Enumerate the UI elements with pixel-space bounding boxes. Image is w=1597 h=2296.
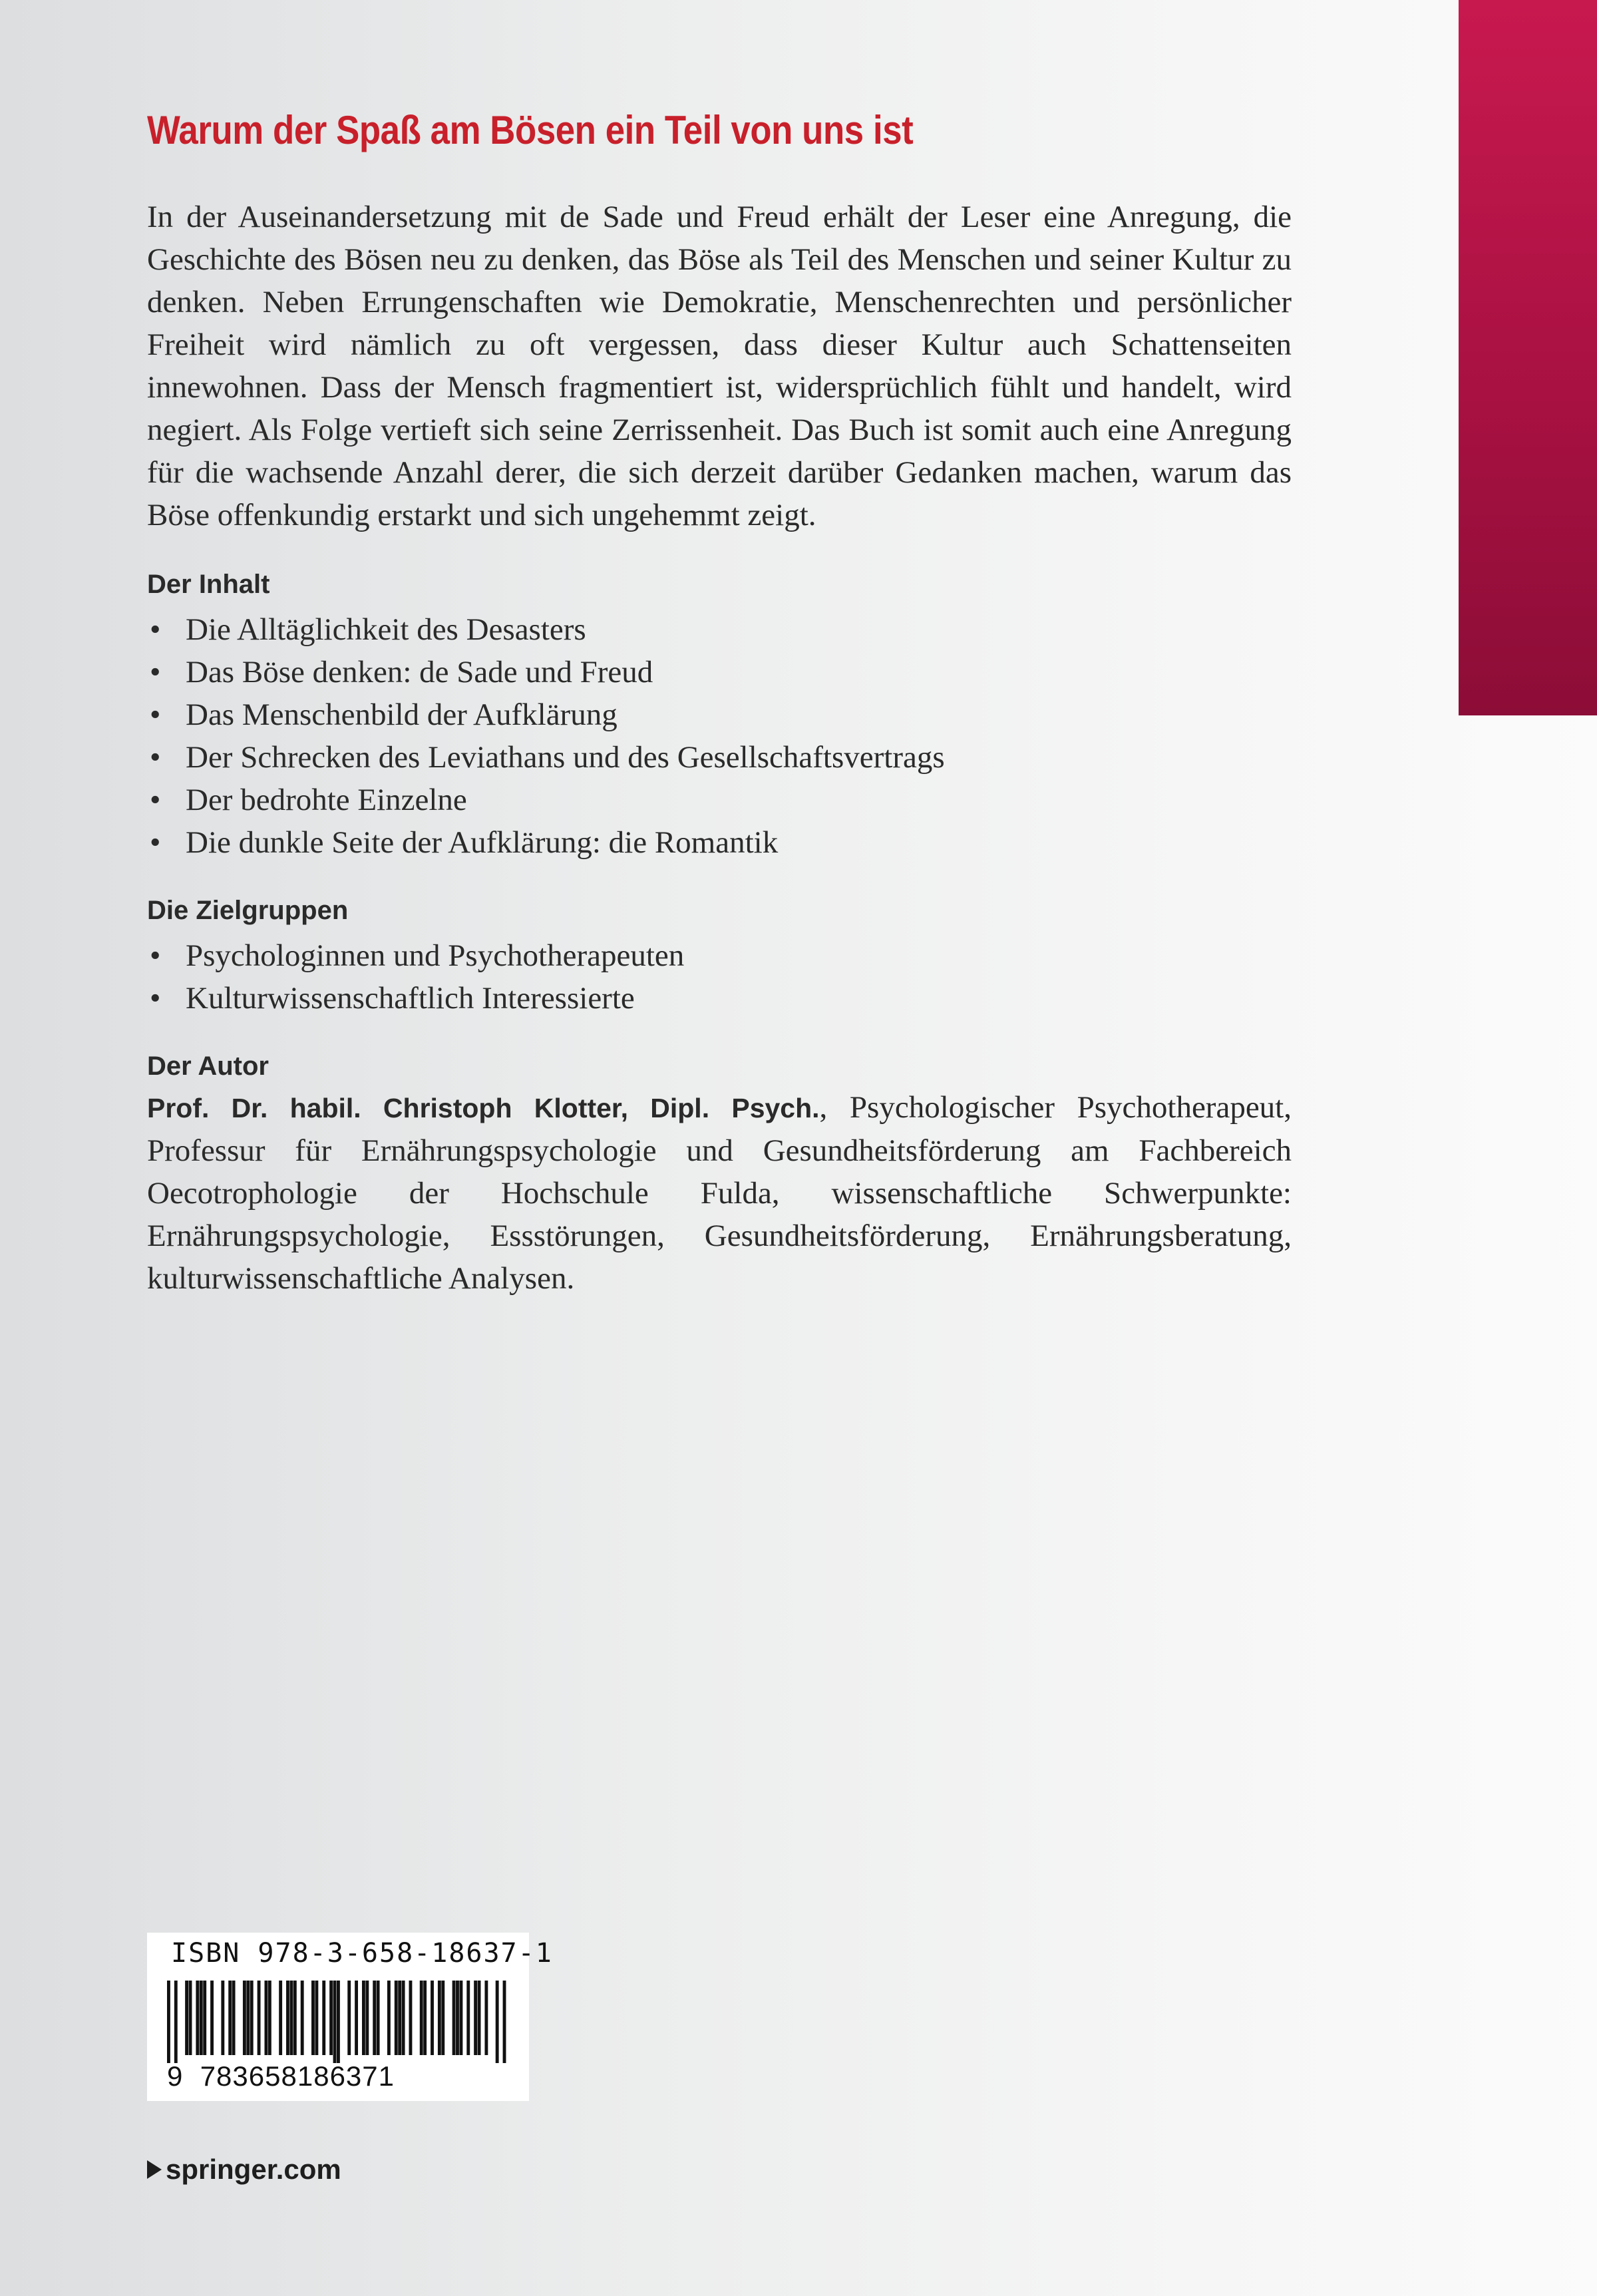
barcode-bar: [362, 1981, 365, 2055]
bullet-icon: •: [150, 655, 161, 689]
barcode-bar: [420, 1981, 423, 2055]
barcode-bar: [203, 1981, 206, 2055]
barcode-bar: [250, 1981, 254, 2055]
barcode-bar: [315, 1981, 318, 2055]
barcode-bar: [474, 1981, 477, 2055]
barcode-bars: [167, 1981, 506, 2063]
barcode-bar: [431, 1981, 434, 2055]
barcode-bar: [409, 1981, 413, 2055]
author-description: , Psychologischer Psychotherapeut, Professur für Ernährungspsychologie und Gesundheitsförderung am Fachbereich Oecotrophologie der Hochschule Fulda, wissenschaftliche Schwerpunkte: Ernährungspsychologie, Essstörungen, Gesundheitsförderung, Ernährungsberatung, kulturwissenschaftliche Analysen.: [147, 1090, 1292, 1296]
section-heading-inhalt: Der Inhalt: [147, 570, 270, 599]
list-item: • Der bedrohte Einzelne: [147, 779, 1292, 821]
list-item: • Das Menschenbild der Aufklärung: [147, 693, 1292, 736]
barcode-bar: [289, 1981, 293, 2055]
barcode-bar: [484, 1981, 488, 2055]
inhalt-list: [147, 608, 1292, 864]
isbn-barcode: [147, 1933, 553, 2101]
barcode-bar: [355, 1981, 358, 2055]
barcode-bar: [279, 1981, 282, 2055]
barcode-bar: [373, 1981, 376, 2055]
barcode-bar: [452, 1981, 456, 2055]
cover-headline: Warum der Spaß am Bösen ein Teil von uns ist: [147, 108, 914, 152]
barcode-bar: [185, 1981, 188, 2055]
barcode-bar: [441, 1981, 444, 2055]
barcode-bar: [210, 1981, 214, 2055]
barcode-bar: [243, 1981, 246, 2055]
back-cover-text: [147, 100, 1292, 1300]
section-heading-autor: Der Autor: [147, 1052, 269, 1081]
bullet-icon: •: [150, 825, 161, 860]
bullet-icon: •: [150, 783, 161, 817]
list-item: • Die dunkle Seite der Aufklärung: die Romantik: [147, 821, 1292, 864]
zielgruppen-list: [147, 934, 1292, 1020]
author-bio: [147, 1086, 1292, 1300]
barcode-bar: [293, 1981, 297, 2055]
author-name: Prof. Dr. habil. Christoph Klotter, Dipl. Psych.: [147, 1093, 820, 1123]
section-heading-zielgruppen: Die Zielgruppen: [147, 896, 349, 925]
barcode-bar: [387, 1981, 391, 2055]
bullet-icon: •: [150, 740, 161, 775]
barcode-bar: [503, 1981, 506, 2063]
barcode-bar: [466, 1981, 470, 2055]
barcode-bar: [337, 1981, 340, 2063]
list-item: • Kulturwissenschaftlich Interessierte: [147, 977, 1292, 1020]
barcode-bar: [286, 1981, 289, 2055]
bullet-icon: •: [150, 697, 161, 732]
barcode-bar: [174, 1981, 178, 2063]
bullet-icon: •: [150, 981, 161, 1016]
barcode-bar: [196, 1981, 199, 2055]
arrow-right-icon: [147, 2160, 162, 2179]
barcode-bar: [311, 1981, 315, 2055]
publisher-link-label: springer.com: [166, 2154, 341, 2185]
barcode-bar: [264, 1981, 267, 2055]
barcode-bar: [200, 1981, 203, 2055]
barcode-bar: [333, 1981, 337, 2063]
barcode-bar: [329, 1981, 333, 2055]
isbn-label: ISBN 978-3-658-18637-1: [171, 1938, 553, 1969]
barcode-digits: 9 783658186371: [167, 2060, 395, 2092]
barcode-bar: [167, 1981, 170, 2063]
barcode-bar: [456, 1981, 459, 2055]
barcode-bar: [322, 1981, 325, 2055]
barcode-bar: [402, 1981, 405, 2055]
barcode-bar: [377, 1981, 380, 2055]
barcode-bar: [221, 1981, 224, 2055]
barcode-bar: [228, 1981, 232, 2055]
barcode-bar: [258, 1981, 261, 2055]
barcode-bar: [395, 1981, 398, 2055]
barcode-bar: [268, 1981, 271, 2055]
bullet-icon: •: [150, 938, 161, 973]
barcode-bar: [189, 1981, 192, 2055]
barcode-bar: [246, 1981, 250, 2055]
list-item: • Die Alltäglichkeit des Desasters: [147, 608, 1292, 651]
barcode-bar: [365, 1981, 369, 2055]
barcode-bar: [347, 1981, 351, 2055]
list-item: • Psychologinnen und Psychotherapeuten: [147, 934, 1292, 977]
bullet-icon: •: [150, 612, 161, 647]
barcode-bar: [496, 1981, 499, 2063]
barcode-bar: [459, 1981, 462, 2055]
barcode-bar: [232, 1981, 236, 2055]
barcode-bar: [398, 1981, 401, 2055]
barcode-bar: [438, 1981, 441, 2055]
publisher-link[interactable]: [147, 2154, 341, 2186]
barcode-bar: [301, 1981, 304, 2055]
accent-color-bar: [1459, 0, 1597, 715]
barcode-bar: [478, 1981, 481, 2055]
barcode-bar: [423, 1981, 427, 2055]
list-item: • Der Schrecken des Leviathans und des Gesellschaftsvertrags: [147, 736, 1292, 779]
intro-paragraph: In der Auseinandersetzung mit de Sade und Freud erhält der Leser eine Anregung, die Geschichte des Bösen neu zu denken, das Böse als Teil des Menschen und seiner Kultur zu denken. Neben Errungenschaften wie Demokratie, Menschenrechten und persönlicher Freiheit wird nämlich zu oft vergessen, dass dieser Kultur auch Schattenseiten innewohnen. Dass der Mensch fragmentiert ist, widersprüchlich fühlt und handelt, wird negiert. Als Folge vertieft sich seine Zerrissenheit. Das Buch ist somit auch eine Anregung für die wachsende Anzahl derer, die sich derzeit darüber Gedanken machen, warum das Böse offenkundig erstarkt und sich ungehemmt zeigt.: [147, 200, 1292, 532]
list-item: • Das Böse denken: de Sade und Freud: [147, 651, 1292, 693]
